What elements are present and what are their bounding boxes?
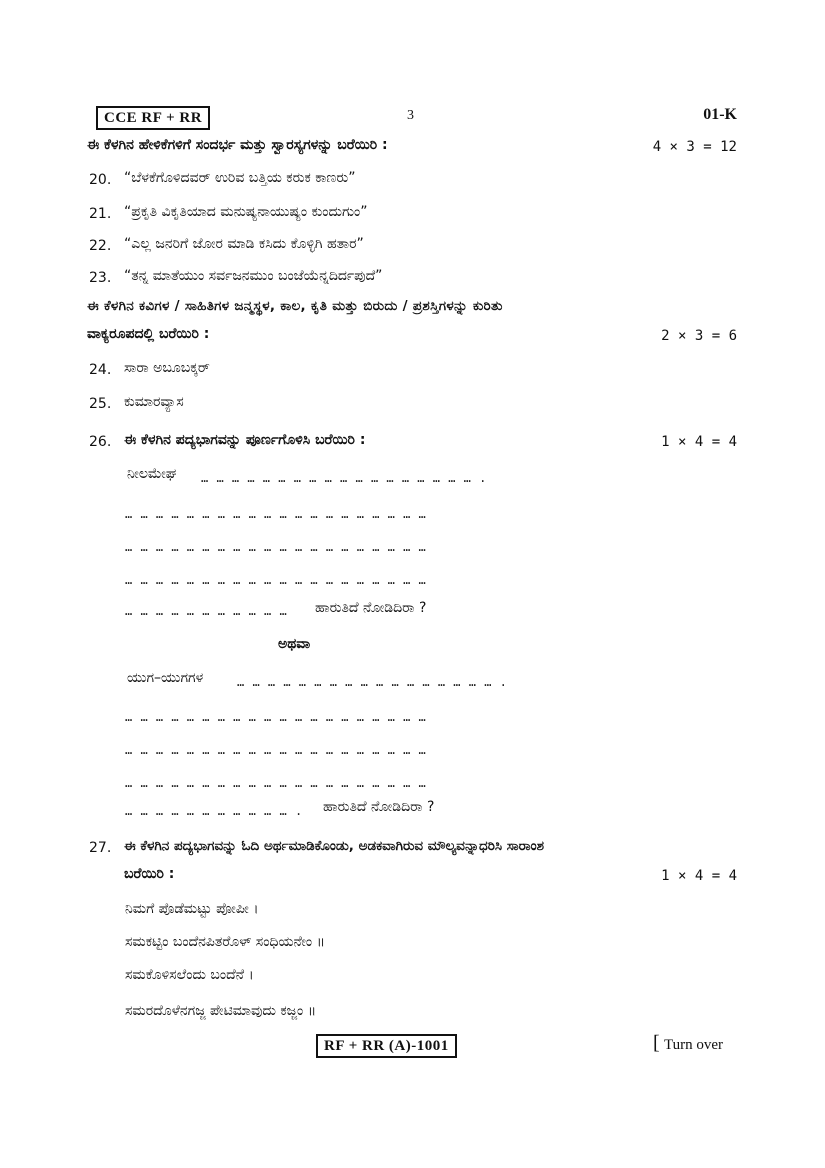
fill-in-dots: … … … … … … … … … … … … … … … … … … … … [125,710,427,724]
header-code-box: CCE RF + RR [96,106,210,130]
section2-marks: 2 × 3 = 6 [661,328,737,344]
section2-instruction-line2: ವಾಕ್ಯರೂಪದಲ್ಲಿ ಬರೆಯಿರಿ : [87,326,210,342]
poem-line-end: ಹಾರುತಿದೆ ನೋಡಿದಿರಾ ? [323,799,435,815]
q27-instruction-line1: ಈ ಕೆಳಗಿನ ಪದ್ಯಭಾಗವನ್ನು ಓದಿ ಅರ್ಥಮಾಡಿಕೊಂಡು, ಅಡಕವಾಗಿರುವ ಮೌಲ್ಯವನ್ನಾಧರಿಸಿ ಸಾರಾಂಶ [124,838,544,854]
question-text: ಕುಮಾರವ್ಯಾಸ [124,394,184,410]
section2-instruction-line1: ಈ ಕೆಳಗಿನ ಕವಿಗಳ / ಸಾಹಿತಿಗಳ ಜನ್ಮಸ್ಥಳ, ಕಾಲ, ಕೃತಿ ಮತ್ತು ಬಿರುದು / ಪ್ರಶಸ್ತಿಗಳನ್ನು ಕುರಿತು [87,298,503,314]
poem-line: ಸಮಕೊಳಿಸಲೆಂದು ಬಂದೆನೆ । [125,967,254,983]
paper-code: 01-K [703,106,737,123]
question-number: 27. [89,840,112,856]
q27-marks: 1 × 4 = 4 [661,868,737,884]
fill-in-dots: … … … … … … … … … … … … … … … … … … . [201,471,487,485]
fill-in-dots: … … … … … … … … … … … … … … … … … … … … [125,776,427,790]
poem-line: ಸಮರದೊಳೆನಗಜ್ಜ ಪೇಟಿಮಾವುದು ಕಜ್ಜಂ ॥ [125,1003,317,1019]
question-number: 23. [89,270,112,286]
fill-in-dots: … … … … … … … … … … … … … … … … … . [237,675,508,689]
fill-in-dots: … … … … … … … … … … … … … … … … … … … … [125,540,427,554]
fill-in-dots: … … … … … … … … … … … … … … … … … … … … [125,573,427,587]
question-number: 21. [89,206,112,222]
question-text: “ಬೆಳಕೆಗೊಳಿದವರ್ ಉರಿವ ಬತ್ತಿಯ ಕರುಕ ಕಾಣರು” [124,170,356,186]
turn-over-bracket: [ [653,1032,660,1054]
fill-in-dots: … … … … … … … … … … … . [125,804,303,818]
page-number: 3 [407,108,414,123]
question-text: ಸಾರಾ ಅಬೂಬಕ್ಕರ್ [124,360,210,376]
fill-in-dots: … … … … … … … … … … … [125,604,288,618]
fill-in-dots: … … … … … … … … … … … … … … … … … … … … [125,507,427,521]
question-text: “ಪ್ರಕೃತಿ ವಿಕೃತಿಯಾದ ಮನುಷ್ಯನಾಯುಷ್ಯಂ ಕುಂದುಗುಂ” [124,204,368,220]
question-number: 24. [89,362,112,378]
q26-marks: 1 × 4 = 4 [661,434,737,450]
q26-instruction: ಈ ಕೆಳಗಿನ ಪದ್ಯಭಾಗವನ್ನು ಪೂರ್ಣಗೊಳಿಸಿ ಬರೆಯಿರಿ : [124,432,366,448]
or-label: ಅಥವಾ [278,636,311,652]
question-number: 22. [89,238,112,254]
poem-line-start: ಯುಗ–ಯುಗಗಳ [127,670,204,686]
section1-instruction: ಈ ಕೆಳಗಿನ ಹೇಳಿಕೆಗಳಿಗೆ ಸಂದರ್ಭ ಮತ್ತು ಸ್ವಾರಸ್ಯಗಳನ್ನು ಬರೆಯಿರಿ : [87,137,388,153]
question-text: “ಎಲ್ಲ ಜನರಿಗೆ ಜೋರ ಮಾಡಿ ಕಸಿದು ಕೊಳ್ಳಿಗಿ ಹತಾರ” [124,236,364,252]
poem-line-end: ಹಾರುತಿದೆ ನೋಡಿದಿರಾ ? [315,600,427,616]
footer-code-box: RF + RR (A)-1001 [316,1034,457,1058]
section1-marks: 4 × 3 = 12 [652,139,737,155]
poem-line-start: ನೀಲಮೇಘ [127,466,177,482]
fill-in-dots: … … … … … … … … … … … … … … … … … … … … [125,743,427,757]
poem-line: ಸಮಕಟ್ಟಿಂ ಬಂದೆನಪಿತರೊಳ್ ಸಂಧಿಯನೇಂ ॥ [125,934,326,950]
q27-instruction-line2: ಬರೆಯಿರಿ : [124,866,175,882]
question-number: 26. [89,434,112,450]
question-number: 25. [89,396,112,412]
turn-over-label: Turn over [664,1037,724,1053]
poem-line: ನಿಮಗೆ ಪೊಡೆಮಟ್ಟು ಪೋಪೀ । [125,901,259,917]
question-number: 20. [89,172,112,188]
question-text: “ತನ್ನ ಮಾತೆಯುಂ ಸರ್ವಜನಮುಂ ಬಂಜೆಯೆನ್ನದಿರ್ದಪುದೆ” [124,268,383,284]
